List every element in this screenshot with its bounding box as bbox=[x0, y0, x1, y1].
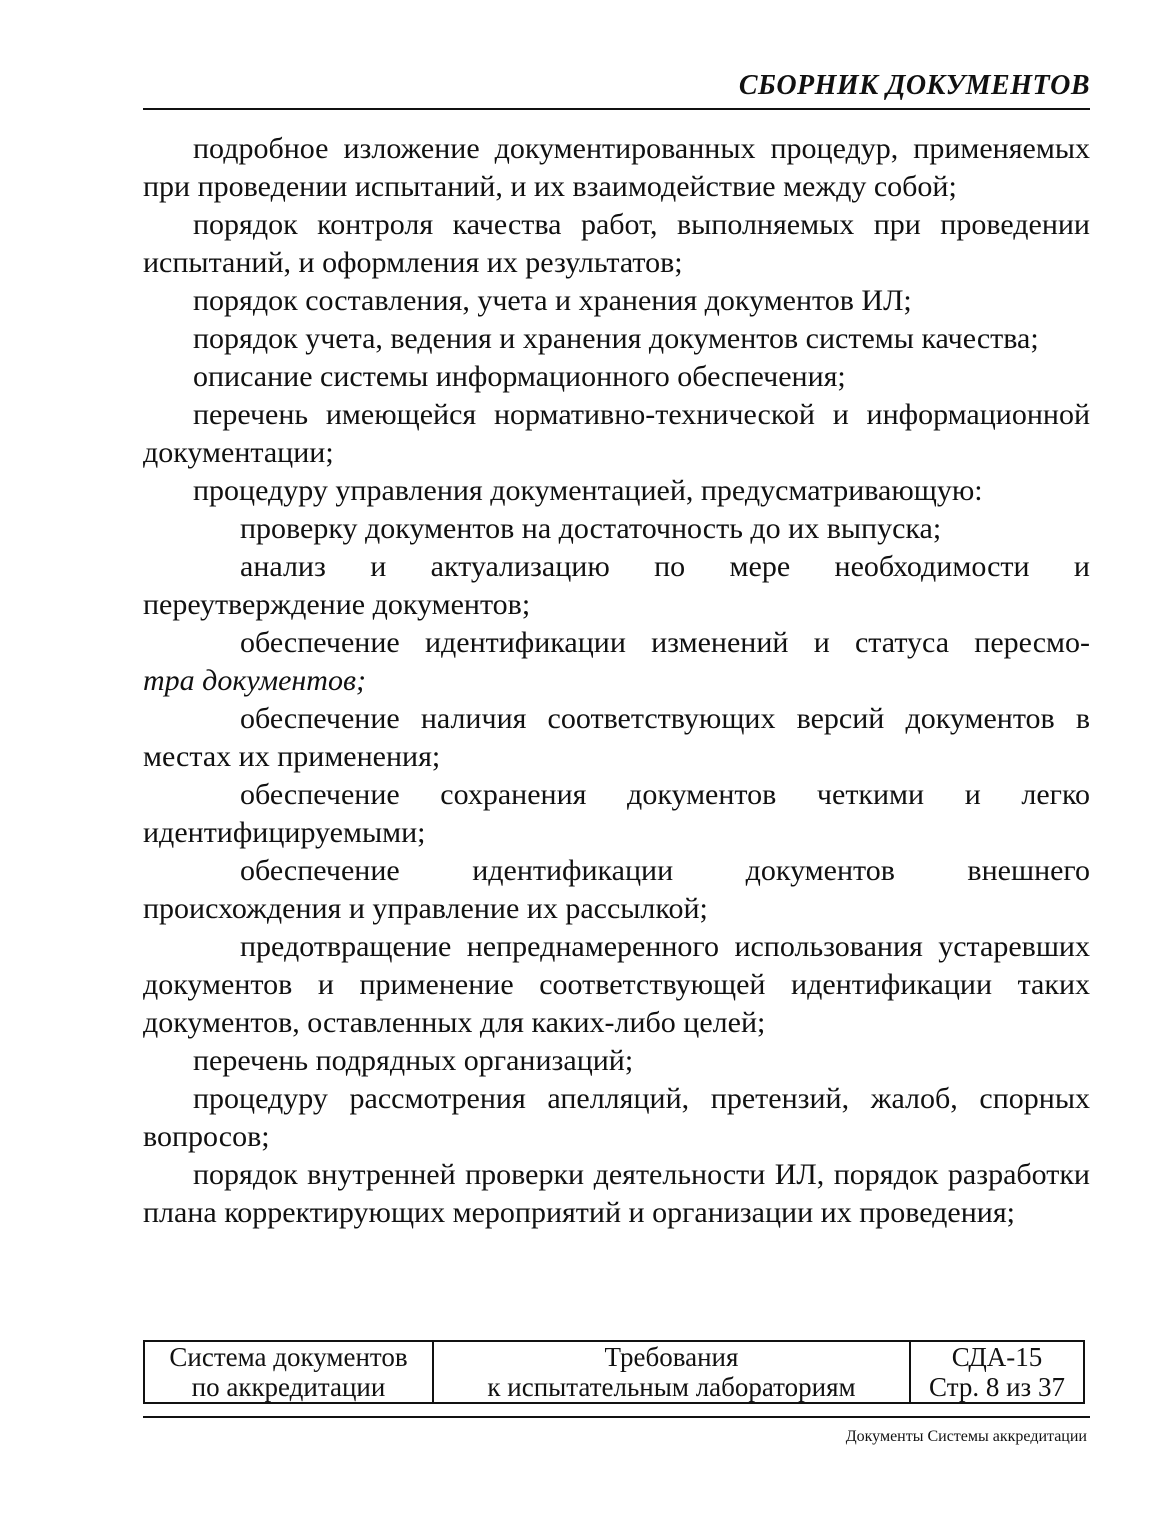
paragraph: процедуру управления документацией, предусматривающую: bbox=[193, 474, 983, 507]
running-head: СБОРНИК ДОКУМЕНТОВ bbox=[738, 70, 1090, 101]
doc-title-cell bbox=[433, 1341, 910, 1403]
body-text bbox=[143, 130, 1090, 1232]
doc-system-cell bbox=[144, 1341, 433, 1403]
sub-paragraph: анализ и актуализацию по мере необходимости и переутверждение документов; bbox=[143, 550, 1090, 621]
sub-paragraph: обеспечение идентификации изменений и статуса пересмо- bbox=[240, 626, 1090, 659]
sub-paragraph: обеспечение наличия соответствующих версий документов в местах их применения; bbox=[143, 702, 1090, 773]
doc-code-cell bbox=[910, 1341, 1084, 1403]
paragraph: порядок составления, учета и хранения документов ИЛ; bbox=[193, 284, 912, 317]
paragraph: перечень имеющейся нормативно-технической и информационной документации; bbox=[143, 398, 1090, 469]
paragraph: перечень подрядных организаций; bbox=[193, 1044, 634, 1077]
doc-title-line1: Требования bbox=[604, 1342, 739, 1372]
sub-paragraph: проверку документов на достаточность до их выпуска; bbox=[240, 512, 942, 545]
footer-text: Документы Системы аккредитации bbox=[845, 1428, 1087, 1445]
sub-paragraph-continuation: тра документов; bbox=[143, 664, 366, 697]
sub-paragraph: предотвращение непреднамеренного использования устаревших документов и применение соответствующей идентификации таких документов, оставленных для каких-либо целей; bbox=[143, 930, 1090, 1039]
doc-system-line1: Система документов bbox=[169, 1342, 408, 1372]
table-row bbox=[144, 1341, 1084, 1403]
paragraph: описание системы информационного обеспечения; bbox=[193, 360, 846, 393]
sub-paragraph: обеспечение идентификации документов внешнего происхождения и управление их рассылкой; bbox=[143, 854, 1090, 925]
paragraph: порядок учета, ведения и хранения документов системы качества; bbox=[193, 322, 1039, 355]
paragraph: процедуру рассмотрения апелляций, претензий, жалоб, спорных вопросов; bbox=[143, 1082, 1090, 1153]
doc-title-line2: к испытательным лабораториям bbox=[487, 1372, 856, 1402]
paragraph: подробное изложение документированных процедур, применяемых при проведении испытаний, и их взаимодействие между собой; bbox=[143, 132, 1090, 203]
footer-rule bbox=[143, 1416, 1090, 1418]
paragraph: порядок контроля качества работ, выполняемых при проведении испытаний, и оформления их результатов; bbox=[143, 208, 1090, 279]
header-rule bbox=[143, 108, 1090, 110]
page-number: Стр. 8 из 37 bbox=[929, 1372, 1065, 1402]
sub-paragraph: обеспечение сохранения документов четкими и легко идентифицируемыми; bbox=[143, 778, 1090, 849]
doc-system-line2: по аккредитации bbox=[191, 1372, 386, 1402]
doc-code: СДА-15 bbox=[951, 1342, 1043, 1372]
document-info-table bbox=[143, 1340, 1085, 1404]
paragraph: порядок внутренней проверки деятельности ИЛ, порядок разработки плана корректирующих мероприятий и организации их проведения; bbox=[143, 1158, 1090, 1229]
